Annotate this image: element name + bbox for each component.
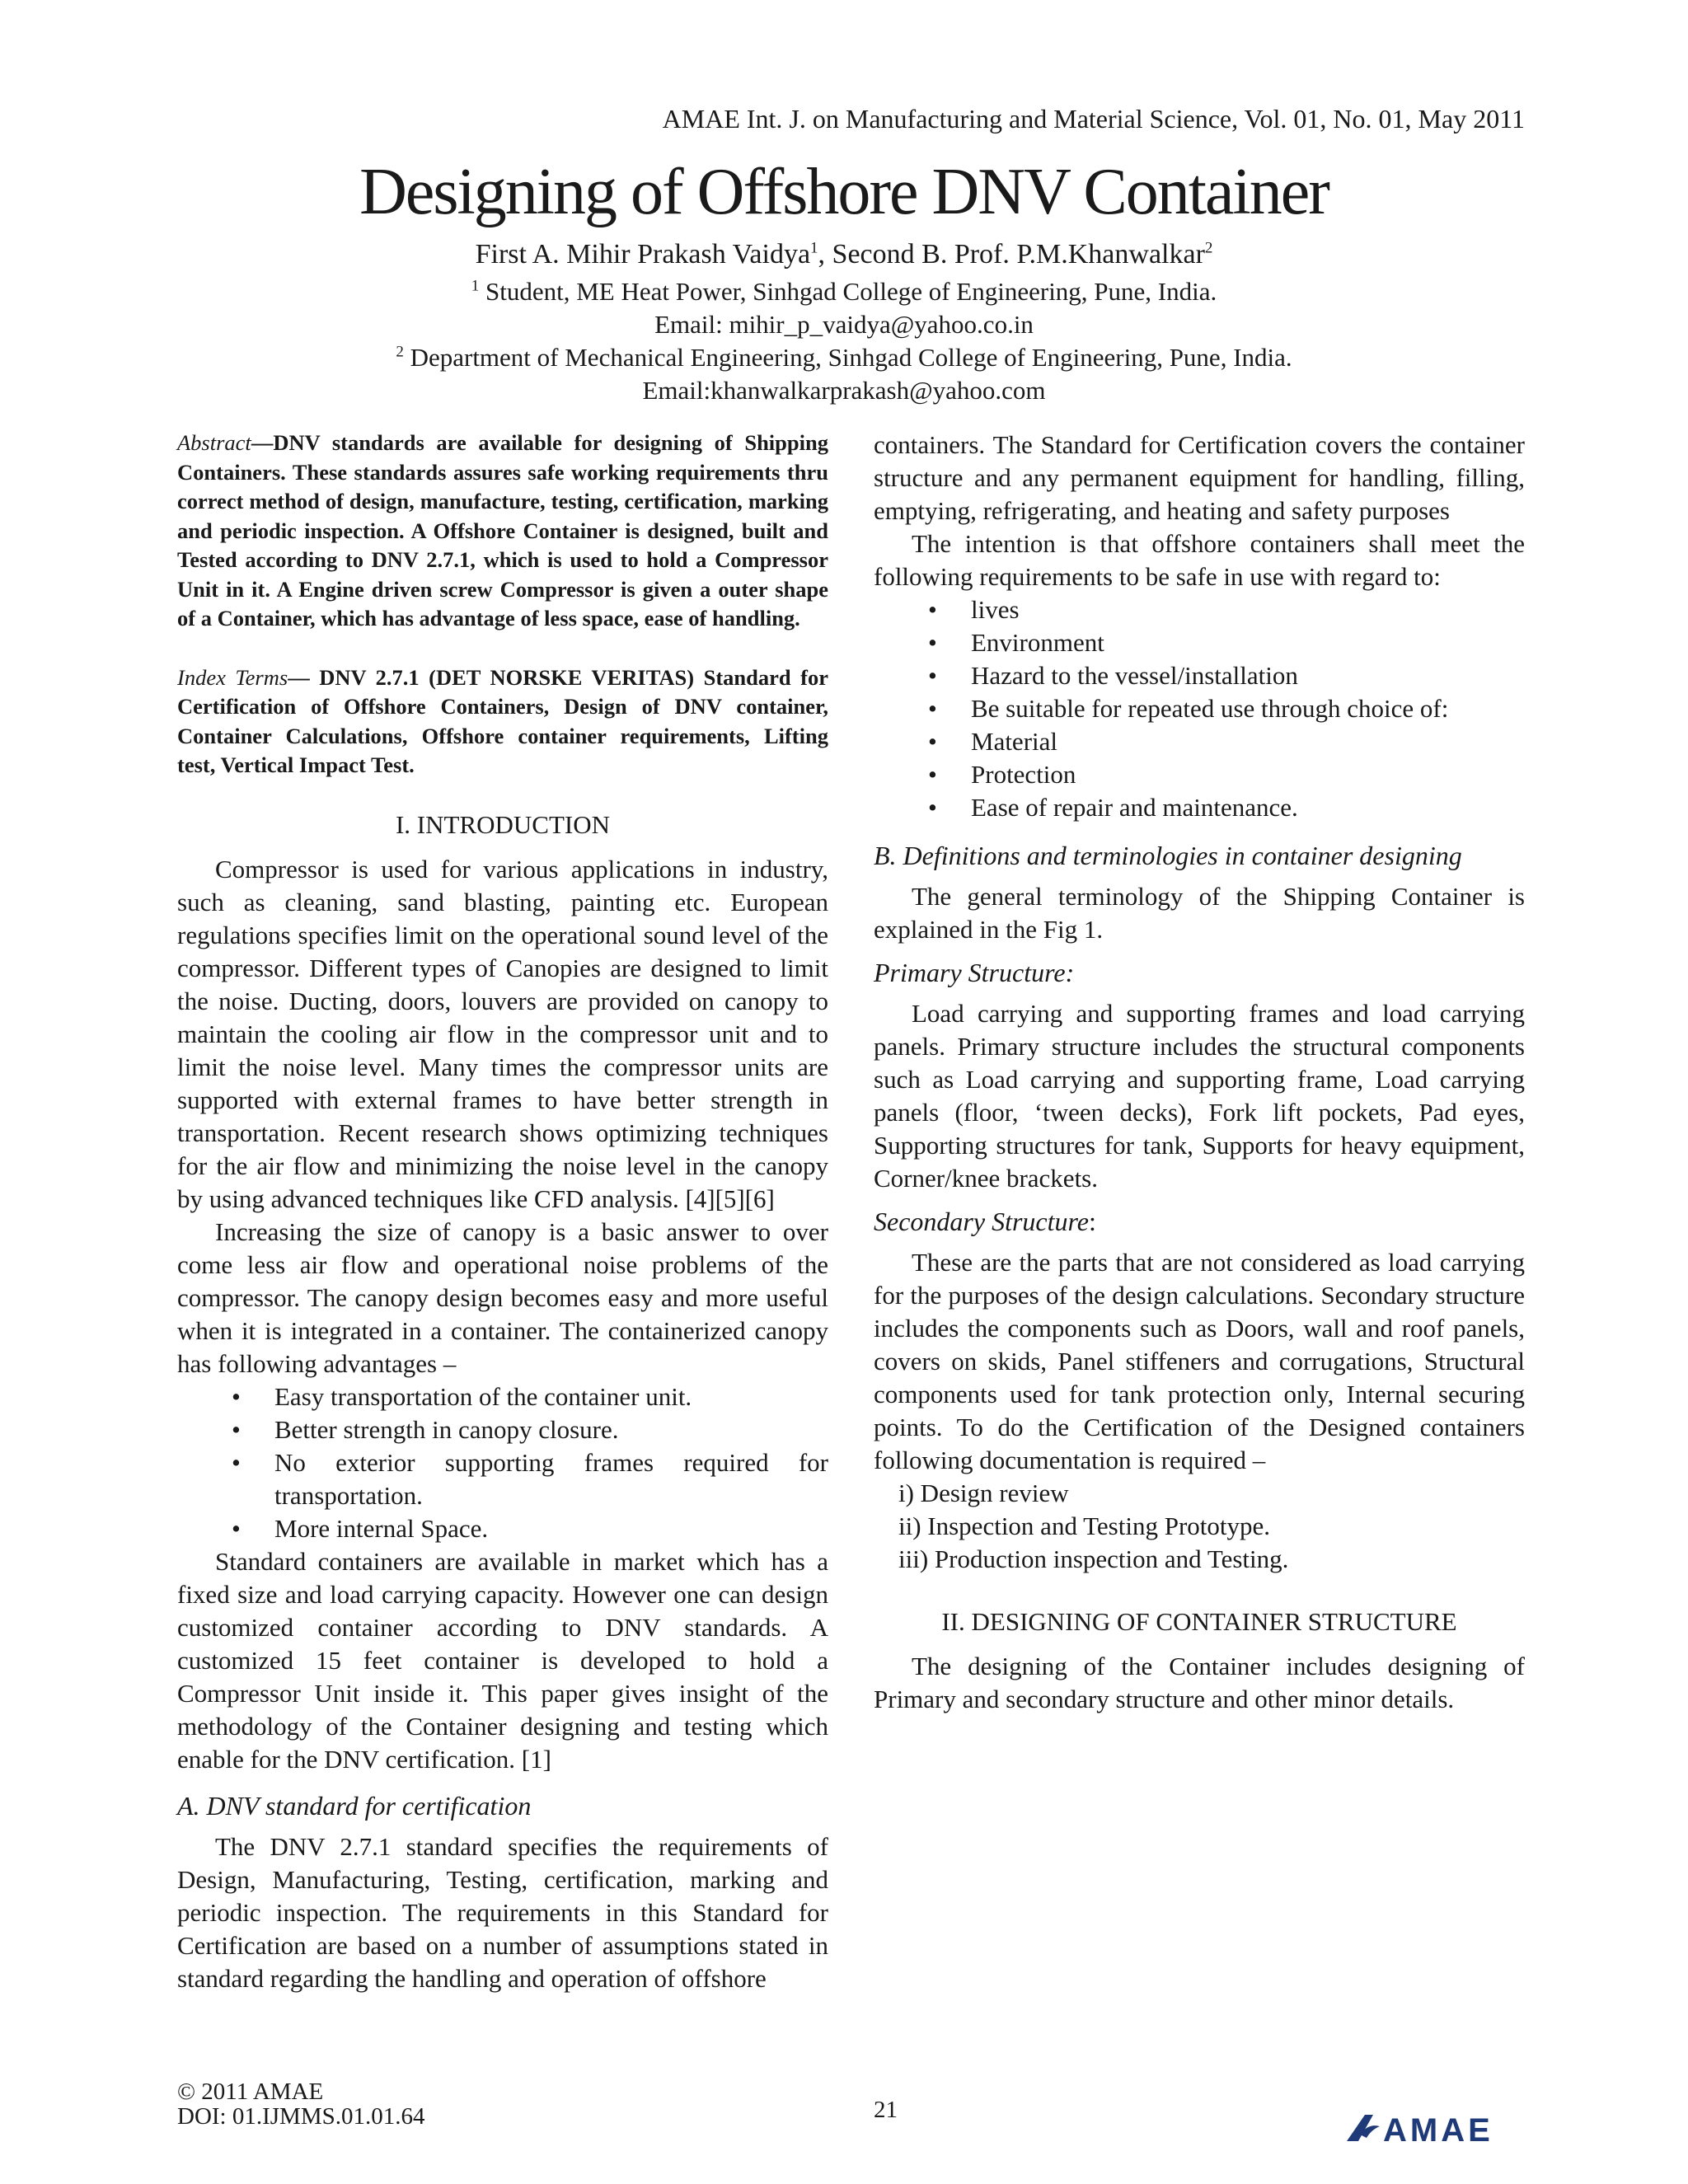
list-item: i) Design review <box>898 1479 1069 1507</box>
general-terminology-paragraph: The general terminology of the Shipping Container is explained in the Fig 1. <box>874 882 1525 944</box>
author-first-sup: 1 <box>810 239 818 257</box>
section-ii-paragraph: The designing of the Container includes designing of Primary and secondary structure and other minor details. <box>874 1652 1525 1713</box>
affiliation-2-sup: 2 <box>396 343 404 361</box>
affiliation-1 <box>0 277 1688 307</box>
logo-text: AMAE <box>1383 2112 1493 2146</box>
abstract-label: Abstract <box>177 430 251 455</box>
page-number: 21 <box>874 2097 898 2123</box>
section-b-heading: B. Definitions and terminologies in container designing <box>874 841 1462 870</box>
requirements-list <box>874 593 1525 824</box>
affiliation-2-text: Department of Mechanical Engineering, Sinhgad College of Engineering, Pune, India. <box>410 343 1292 372</box>
author-first: First A. Mihir Prakash Vaidya <box>475 239 811 269</box>
affiliation-2-email: Email:khanwalkarprakash@yahoo.com <box>642 376 1046 405</box>
doi: DOI: 01.IJMMS.01.01.64 <box>177 2103 425 2130</box>
authors-line <box>0 239 1688 270</box>
abstract <box>177 429 828 634</box>
index-terms <box>177 663 828 780</box>
amae-logo-icon <box>1343 2110 1529 2146</box>
secondary-structure-colon: : <box>1088 1207 1096 1236</box>
section-a-heading: A. DNV standard for certification <box>177 1790 532 1821</box>
section-a-paragraph: The DNV 2.7.1 standard specifies the requirements of Design, Manufacturing, Testing, certification, marking and periodic inspection. The requirements in this Standard for Certification are based on a number of assumptions stated in standard regarding the handling and operation of offshore <box>177 1831 828 1993</box>
intro-paragraph-1: Compressor is used for various applications in industry, such as cleaning, sand blasting, painting etc. European regulations specifies limit on the operational sound level of the compressor. Different types of Canopies are designed to limit the noise. Ducting, doors, louvers are provided on canopy to maintain the cooling air flow in the compressor unit and to limit the noise level. Many times the compressor units are supported with external frames to have better strength in transportation. Recent research shows optimizing techniques for the air flow and minimizing the noise level in the canopy by using advanced techniques like CFD analysis. [4][5][6] <box>177 854 828 1213</box>
paper-title: Designing of Offshore DNV Container <box>359 156 1329 228</box>
right-paragraph-continued: containers. The Standard for Certification covers the container structure and any permanent equipment for handling, filling, emptying, refrigerating, and heating and safety purposes <box>874 430 1525 525</box>
section-ii-heading: II. DESIGNING OF CONTAINER STRUCTURE <box>941 1607 1457 1636</box>
list-item: • More internal Space. <box>177 1512 828 1545</box>
list-item: • Material <box>874 725 1525 758</box>
list-item: • Environment <box>874 626 1525 659</box>
right-paragraph-intention: The intention is that offshore containers shall meet the following requirements to be safe in use with regard to: <box>874 529 1525 591</box>
list-item: iii) Production inspection and Testing. <box>898 1544 1289 1573</box>
list-item: • Ease of repair and maintenance. <box>874 791 1525 824</box>
list-item: ii) Inspection and Testing Prototype. <box>898 1511 1270 1540</box>
intro-paragraph-3: Standard containers are available in market which has a fixed size and load carrying capacity. However one can design customized container according to DNV standards. A customized 15 feet container is developed to hold a Compressor Unit inside it. This paper gives insight of the methodology of the Container designing and testing which enable for the DNV certification. [1] <box>177 1546 828 1774</box>
author-second-sup: 2 <box>1204 239 1213 257</box>
affiliation-1-email: Email: mihir_p_vaidya@yahoo.co.in <box>654 310 1034 339</box>
list-item: • Better strength in canopy closure. <box>177 1413 828 1446</box>
right-column <box>874 429 1525 1716</box>
author-sep: , <box>818 239 832 269</box>
advantages-list <box>177 1380 828 1545</box>
journal-header: AMAE Int. J. on Manufacturing and Material Science, Vol. 01, No. 01, May 2011 <box>662 104 1525 134</box>
left-column <box>177 429 828 1995</box>
intro-heading: I. INTRODUCTION <box>395 809 611 839</box>
intro-paragraph-2: Increasing the size of canopy is a basic answer to over come less air flow and operational noise problems of the compressor. The canopy design becomes easy and more useful when it is integrated in a container. The containerized canopy has following advantages – <box>177 1216 828 1378</box>
list-item: • No exterior supporting frames required for transportation. <box>177 1446 828 1512</box>
secondary-structure-paragraph: These are the parts that are not considered as load carrying for the purposes of the design calculations. Secondary structure includes the components such as Doors, wall and roof panels, covers on skids, Panel stiffeners and corrugations, Structural components used for tank protection only, Internal securing points. To do the Certification of the Designed containers following documentation is required – <box>874 1248 1525 1474</box>
primary-structure-heading: Primary Structure: <box>874 958 1075 987</box>
primary-structure-paragraph: Load carrying and supporting frames and load carrying panels. Primary structure includes the structural components such as Load carrying and supporting frame, Load carrying panels (floor, ‘tween decks), Fork lift pockets, Pad eyes, Supporting structures for tank, Supports for heavy equipment, Corner/knee brackets. <box>874 999 1525 1193</box>
secondary-structure-heading <box>874 1205 1525 1238</box>
author-second: Second B. Prof. P.M.Khanwalkar <box>832 239 1205 269</box>
secondary-structure-label: Secondary Structure <box>874 1207 1089 1236</box>
abstract-text: —DNV standards are available for designing of Shipping Containers. These standards assures safe working requirements thru correct method of design, manufacture, testing, certification, marking and periodic inspection. A Offshore Container is designed, built and Tested according to DNV 2.7.1, which is used to hold a Compressor Unit in it. A Engine driven screw Compressor is given a outer shape of a Container, which has advantage of less space, ease of handling. <box>177 430 828 630</box>
list-item: • Protection <box>874 758 1525 791</box>
index-terms-text: — DNV 2.7.1 (DET NORSKE VERITAS) Standard for Certification of Offshore Containers, Design of DNV container, Container Calculations, Offshore container requirements, Lifting test, Vertical Impact Test. <box>177 664 828 777</box>
copyright: © 2011 AMAE <box>177 2079 324 2105</box>
affiliation-2 <box>0 343 1688 373</box>
list-item: • Hazard to the vessel/installation <box>874 659 1525 692</box>
list-item: • lives <box>874 593 1525 626</box>
amae-logo <box>1343 2110 1529 2146</box>
affiliation-1-sup: 1 <box>471 277 480 295</box>
affiliation-1-text: Student, ME Heat Power, Sinhgad College of Engineering, Pune, India. <box>485 277 1217 306</box>
index-terms-label: Index Terms <box>177 664 288 690</box>
documentation-list <box>874 1477 1525 1576</box>
list-item: • Easy transportation of the container unit. <box>177 1380 828 1413</box>
list-item: • Be suitable for repeated use through choice of: <box>874 692 1525 725</box>
